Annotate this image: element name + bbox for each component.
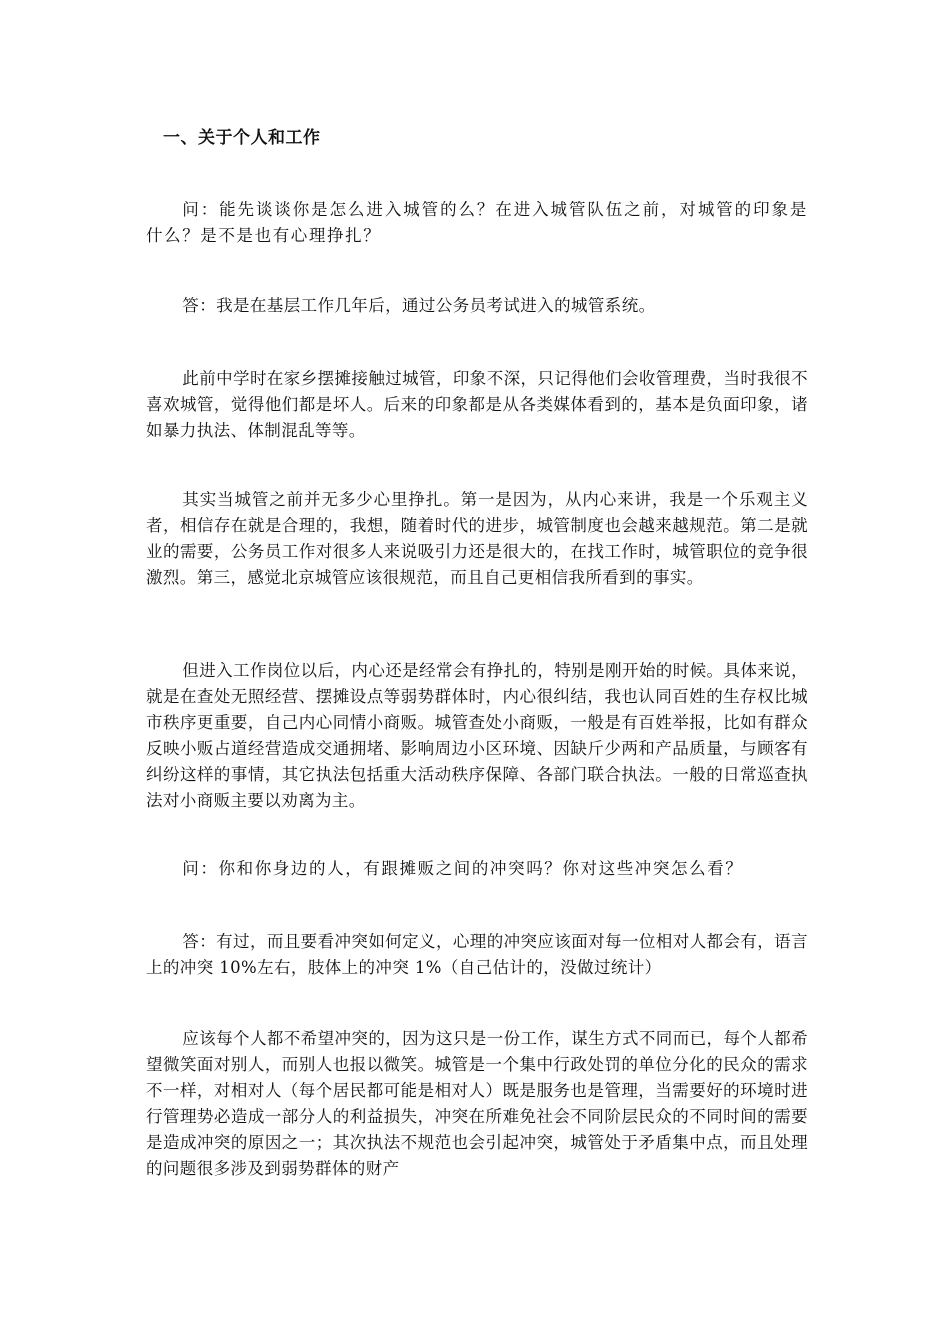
question-paragraph: 问：能先谈谈你是怎么进入城管的么？在进入城管队伍之前，对城管的印象是什么？是不是也有心理挣扎？ [146,200,808,245]
body-paragraph: 其实当城管之前并无多少心里挣扎。第一是因为，从内心来讲，我是一个乐观主义者，相信存在就是合理的，我想，随着时代的进步，城管制度也会越来越规范。第二是就业的需要，公务员工作对很多人来说吸引力还是很大的，在找工作时，城管职位的竞争很激烈。第三，感觉北京城管应该很规范，而且自己更相信我所看到的事实。 [146,490,808,587]
question-paragraph: 问：你和你身边的人，有跟摊贩之间的冲突吗？你对这些冲突怎么看？ [182,859,744,878]
answer-paragraph: 答：有过，而且要看冲突如何定义，心理的冲突应该面对每一位相对人都会有，语言上的冲突 10%左右，肢体上的冲突 1%（自己估计的，没做过统计） [146,932,808,977]
body-paragraph: 但进入工作岗位以后，内心还是经常会有挣扎的，特别是刚开始的时候。具体来说，就是在查处无照经营、摆摊设点等弱势群体时，内心很纠结，我也认同百姓的生存权比城市秩序更重要，自己内心同情小商贩。城管查处小商贩，一般是有百姓举报，比如有群众反映小贩占道经营造成交通拥堵、影响周边小区环境、因缺斤少两和产品质量，与顾客有纠纷这样的事情，其它执法包括重大活动秩序保障、各部门联合执法。一般的日常巡查执法对小商贩主要以劝离为主。 [146,661,808,810]
section-heading: 一、关于个人和工作 [163,128,321,148]
body-paragraph: 应该每个人都不希望冲突的，因为这只是一份工作，谋生方式不同而已，每个人都希望微笑面对别人，而别人也报以微笑。城管是一个集中行政处罚的单位分化的民众的需求不一样，对相对人（每个居民都可能是相对人）既是服务也是管理，当需要好的环境时进行管理势必造成一部分人的利益损失，冲突在所难免社会不同阶层民众的不同时间的需要是造成冲突的原因之一；其次执法不规范也会引起冲突，城管处于矛盾集中点，而且处理的问题很多涉及到弱势群体的财产 [146,1029,808,1178]
body-paragraph: 此前中学时在家乡摆摊接触过城管，印象不深，只记得他们会收管理费，当时我很不喜欢城管，觉得他们都是坏人。后来的印象都是从各类媒体看到的，基本是负面印象，诸如暴力执法、体制混乱等等。 [146,369,808,440]
answer-paragraph: 答：我是在基层工作几年后，通过公务员考试进入的城管系统。 [182,296,656,315]
